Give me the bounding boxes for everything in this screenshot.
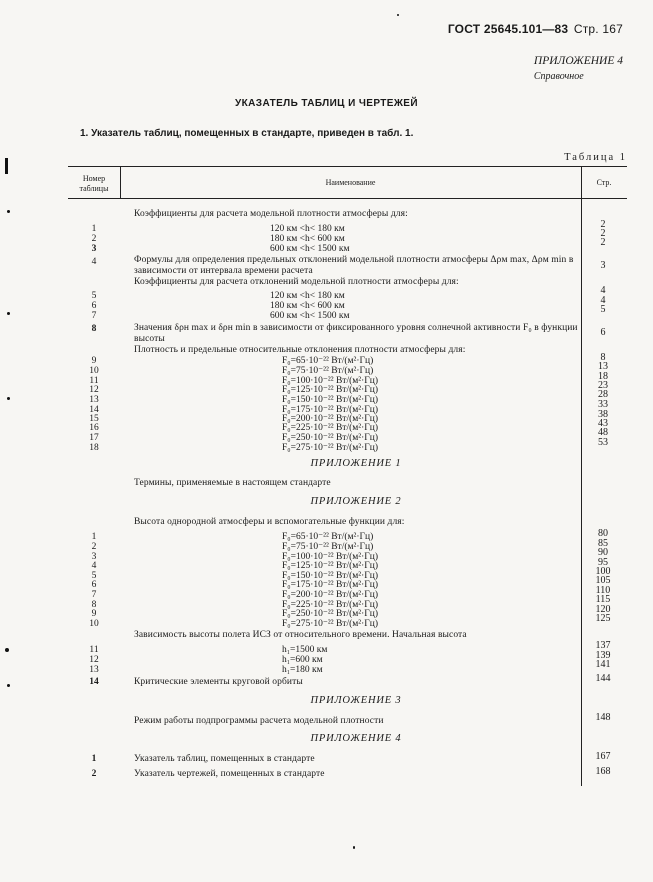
table-number: 7 (91, 590, 97, 600)
page-ref: 28 (598, 389, 608, 400)
flux-value: F₀=225·10⁻²² Вт/(м²·Гц) (282, 423, 379, 433)
altitude-range: 120 км <h< 180 км (270, 291, 345, 301)
page-ref: 105 (595, 575, 611, 586)
scan-mark (7, 210, 10, 213)
header-table-number: Номер таблицы (79, 174, 109, 193)
scan-mark (5, 648, 9, 652)
gost-designation: ГОСТ 25645.101—83 (447, 22, 569, 36)
flux-value: F₀=125·10⁻²² Вт/(м²·Гц) (282, 385, 379, 395)
page-ref: 2 (600, 237, 606, 248)
appendix-title: ПРИЛОЖЕНИЕ 4 (533, 55, 623, 67)
page-ref: 90 (598, 547, 608, 558)
table-number: 18 (89, 443, 99, 453)
page-ref: 120 (595, 604, 611, 615)
page-ref: 6 (600, 327, 606, 338)
page-ref: 48 (598, 427, 608, 438)
page-ref: 125 (595, 613, 611, 624)
page-ref: 33 (598, 399, 608, 410)
flux-value: F₀=75·10⁻²² Вт/(м²·Гц) (282, 366, 374, 376)
altitude-range: 600 км <h< 1500 км (270, 244, 350, 254)
table-top-border (68, 166, 627, 167)
flux-value: F₀=150·10⁻²² Вт/(м²·Гц) (282, 571, 379, 581)
page-ref: 80 (598, 528, 608, 539)
flux-value: F₀=150·10⁻²² Вт/(м²·Гц) (282, 395, 379, 405)
table-number: 1 (91, 224, 97, 234)
row-text: Высота однородной атмосферы и вспомогательные функции для: (134, 517, 405, 527)
header-page: Стр. (596, 178, 612, 187)
flux-value: F₀=100·10⁻²² Вт/(м²·Гц) (282, 552, 379, 562)
flux-value: F₀=125·10⁻²² Вт/(м²·Гц) (282, 561, 379, 571)
table-number: 8 (91, 600, 97, 610)
table-number: 17 (89, 433, 99, 443)
scan-mark (7, 397, 10, 400)
scan-mark (5, 158, 8, 174)
row-text: Коэффициенты для расчета модельной плотности атмосферы для: (134, 209, 408, 219)
table-number: 1 (91, 754, 97, 764)
table-number: 12 (89, 655, 99, 665)
appendix-heading-3: ПРИЛОЖЕНИЕ 3 (310, 695, 402, 706)
altitude-range: 600 км <h< 1500 км (270, 311, 350, 321)
table-number: 13 (89, 665, 99, 675)
table-number: 3 (91, 552, 97, 562)
table-number: 14 (89, 405, 99, 415)
flux-value: F₀=275·10⁻²² Вт/(м²·Гц) (282, 619, 379, 629)
table-number: 11 (89, 376, 99, 386)
appendix-heading-1: ПРИЛОЖЕНИЕ 1 (310, 458, 402, 469)
row-text: Формулы для определения предельных отклонений модельной плотности атмосферы Δρм max, Δρм min в зависимости от интервала времени расчета (134, 255, 574, 276)
table-number: 10 (89, 619, 99, 629)
table-number: 8 (91, 324, 97, 334)
table-number: 16 (89, 423, 99, 433)
page-number: Стр. 167 (573, 22, 623, 36)
table-header-border (68, 198, 627, 199)
table-number: 14 (89, 677, 99, 687)
page-ref: 110 (595, 585, 611, 596)
flux-value: F₀=65·10⁻²² Вт/(м²·Гц) (282, 356, 374, 366)
altitude-range: 180 км <h< 600 км (270, 234, 345, 244)
row-text: Режим работы подпрограммы расчета модельной плотности (134, 716, 384, 726)
table-number: 2 (91, 234, 97, 244)
initial-height: h₁=600 км (282, 655, 323, 665)
initial-height: h₁=1500 км (282, 645, 328, 655)
flux-value: F₀=200·10⁻²² Вт/(м²·Гц) (282, 590, 379, 600)
flux-value: F₀=65·10⁻²² Вт/(м²·Гц) (282, 532, 374, 542)
page-ref: 137 (595, 640, 611, 651)
table-number: 6 (91, 580, 97, 590)
row-text: Плотность и предельные относительные отклонения плотности атмосферы для: (134, 345, 466, 355)
row-text: Зависимость высоты полета ИСЗ от относительного времени. Начальная высота (134, 630, 467, 640)
flux-value: F₀=75·10⁻²² Вт/(м²·Гц) (282, 542, 374, 552)
table-number: 9 (91, 356, 97, 366)
appendix-heading-2: ПРИЛОЖЕНИЕ 2 (310, 496, 402, 507)
page-ref: 144 (595, 673, 611, 684)
page-ref: 53 (598, 437, 608, 448)
page-ref: 115 (595, 594, 611, 605)
scan-mark (397, 14, 399, 16)
table-number: 4 (91, 257, 97, 267)
table-number: 5 (91, 291, 97, 301)
table-number: 12 (89, 385, 99, 395)
page-ref: 8 (600, 352, 606, 363)
page-ref: 167 (595, 751, 611, 762)
page-ref: 4 (600, 295, 606, 306)
table-number: 5 (91, 571, 97, 581)
page-ref: 43 (598, 418, 608, 429)
row-text: Указатель таблиц, помещенных в стандарте (134, 754, 315, 764)
initial-height: h₁=180 км (282, 665, 323, 675)
scan-mark (7, 684, 10, 687)
page-ref: 168 (595, 766, 611, 777)
table-number: 13 (89, 395, 99, 405)
table-number: 1 (91, 532, 97, 542)
table-number: 10 (89, 366, 99, 376)
page-ref: 95 (598, 557, 608, 568)
flux-value: F₀=250·10⁻²² Вт/(м²·Гц) (282, 433, 379, 443)
appendix-heading-4: ПРИЛОЖЕНИЕ 4 (310, 733, 402, 744)
page-ref: 13 (598, 361, 608, 372)
flux-value: F₀=275·10⁻²² Вт/(м²·Гц) (282, 443, 379, 453)
page-column-divider (581, 166, 582, 786)
page-ref: 148 (595, 712, 611, 723)
row-text: Указатель чертежей, помещенных в стандарте (134, 769, 325, 779)
scan-mark (7, 312, 10, 315)
table-number: 9 (91, 609, 97, 619)
page-ref: 3 (600, 260, 606, 271)
table-number: 11 (89, 645, 99, 655)
table-number: 4 (91, 561, 97, 571)
row-text: Значения δρн max и δρн min в зависимости от фиксированного уровня солнечной активности F₀ в функции высоты (134, 323, 578, 344)
flux-value: F₀=175·10⁻²² Вт/(м²·Гц) (282, 580, 379, 590)
table-number: 7 (91, 311, 97, 321)
row-text: Термины, применяемые в настоящем стандарте (134, 478, 331, 488)
flux-value: F₀=225·10⁻²² Вт/(м²·Гц) (282, 600, 379, 610)
page-ref: 141 (595, 659, 611, 670)
flux-value: F₀=250·10⁻²² Вт/(м²·Гц) (282, 609, 379, 619)
page-ref: 100 (595, 566, 611, 577)
flux-value: F₀=100·10⁻²² Вт/(м²·Гц) (282, 376, 379, 386)
table-number: 2 (91, 769, 97, 779)
appendix-subtitle: Справочное (533, 71, 584, 82)
intro-paragraph: 1. Указатель таблиц, помещенных в стандарте, приведен в табл. 1. (80, 128, 414, 139)
table-number: 15 (89, 414, 99, 424)
altitude-range: 120 км <h< 180 км (270, 224, 345, 234)
page-ref: 23 (598, 380, 608, 391)
page-ref: 2 (600, 219, 606, 230)
altitude-range: 180 км <h< 600 км (270, 301, 345, 311)
flux-value: F₀=200·10⁻²² Вт/(м²·Гц) (282, 414, 379, 424)
page-ref: 139 (595, 650, 611, 661)
page-ref: 4 (600, 285, 606, 296)
header-name: Наименование (325, 178, 376, 187)
page-ref: 38 (598, 409, 608, 420)
row-text: Коэффициенты для расчета отклонений модельной плотности атмосферы для: (134, 277, 459, 287)
row-text: Критические элементы круговой орбиты (134, 677, 303, 687)
page-ref: 2 (600, 228, 606, 239)
page-ref: 5 (600, 304, 606, 315)
scan-mark (353, 846, 355, 849)
appendix-heading (534, 54, 623, 84)
table-number: 3 (91, 244, 97, 254)
index-table (68, 166, 627, 866)
table-label: Таблица 1 (564, 152, 627, 163)
page-ref: 18 (598, 371, 608, 382)
flux-value: F₀=175·10⁻²² Вт/(м²·Гц) (282, 405, 379, 415)
page-ref: 85 (598, 538, 608, 549)
table-number: 6 (91, 301, 97, 311)
page-header (448, 22, 623, 36)
document-title: УКАЗАТЕЛЬ ТАБЛИЦ И ЧЕРТЕЖЕЙ (235, 98, 418, 109)
table-number: 2 (91, 542, 97, 552)
